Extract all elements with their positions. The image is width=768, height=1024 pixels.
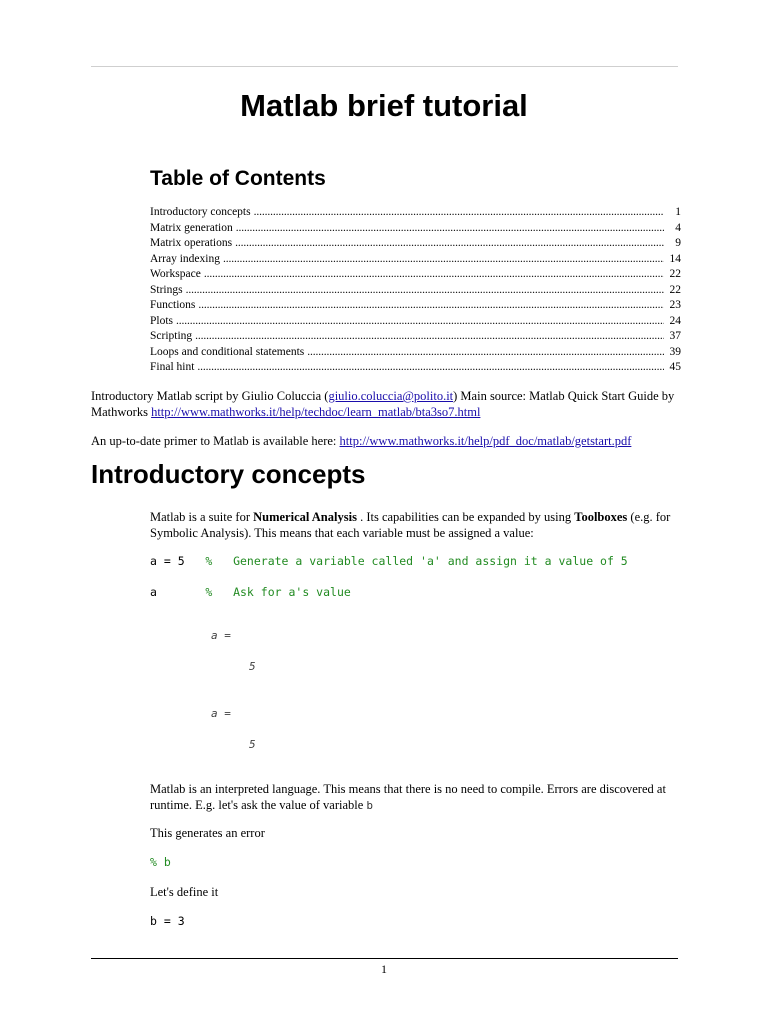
primer-paragraph [91,433,691,449]
toc-entry[interactable] [150,283,681,299]
source-url-link[interactable]: http://www.mathworks.it/help/techdoc/learn_matlab/bta3so7.html [151,405,481,419]
paragraph-text: . Its capabilities can be expanded by using [356,510,575,524]
intro-paragraph [91,388,691,420]
toc-entry[interactable] [150,205,681,221]
toc-heading: Table of Contents [150,167,326,190]
output-label: a = [211,629,231,642]
toc-entry-page: 22 [669,268,681,280]
toc-entry-page: 37 [669,330,681,342]
toc-entry[interactable] [150,252,681,268]
toc-entry-page: 9 [675,237,681,249]
page-number: 1 [381,962,387,976]
section-paragraph-2 [150,781,690,814]
output-label: a = [211,707,231,720]
toc-entry-page: 14 [669,252,681,265]
paragraph-text: Symbolic Analysis). This means that each variable must be assigned a value: [150,526,534,540]
toc-entry[interactable] [150,236,681,252]
toc-entry-label: Loops and conditional statements [150,345,305,358]
top-rule [91,66,678,67]
bold-term: Toolboxes [574,510,628,524]
toc-entry-label: Functions [150,299,196,311]
toc-leader-dots [223,252,664,268]
inline-code: b [366,799,374,812]
toc-entry-page: 1 [675,206,681,218]
code-text: a [150,585,206,599]
paragraph-text: runtime. E.g. let's ask the value of variable [150,798,367,812]
toc-leader-dots [197,360,664,376]
toc-entry[interactable] [150,298,681,314]
toc-leader-dots [198,298,664,314]
toc-entry-label: Array indexing [150,252,220,265]
toc-entry[interactable] [150,329,681,345]
toc-entry-label: Introductory concepts [150,206,251,218]
code-line-2 [150,585,351,599]
toc-leader-dots [186,283,664,299]
section-paragraph-1 [150,509,690,541]
toc-leader-dots [195,329,664,345]
section-paragraph-4: Let's define it [150,885,219,899]
output-value: 5 [249,738,256,751]
author-email-link[interactable]: giulio.coluccia@polito.it [328,389,454,403]
toc-entry[interactable] [150,221,681,237]
primer-text: An up-to-date primer to Matlab is available here: [91,434,340,448]
toc-leader-dots [254,205,664,221]
output-value: 5 [249,660,256,673]
toc-entry[interactable] [150,360,681,376]
toc-entry[interactable] [150,267,681,283]
toc-entry-page: 23 [669,299,681,311]
toc-leader-dots [235,236,664,252]
code-text: a = 5 [150,554,206,568]
toc-leader-dots [176,314,664,330]
code-line-4: b = 3 [150,914,185,928]
toc-leader-dots [204,267,664,283]
bold-term: Numerical Analysis [253,510,357,524]
toc-entry-page: 45 [669,361,681,373]
intro-text: ) Main source: Matlab Quick Start Guide by [453,389,675,403]
toc-entry-page: 24 [669,314,681,327]
document-title: Matlab brief tutorial [240,88,528,123]
code-line-3: % b [150,855,171,869]
toc-entry-label: Plots [150,314,174,327]
toc-entry-label: Scripting [150,330,193,342]
toc-leader-dots [236,221,664,237]
toc-entry-page: 39 [669,345,681,358]
toc-entry-page: 22 [669,283,681,296]
toc-entry-label: Matrix generation [150,221,233,234]
section-paragraph-3: This generates an error [150,826,265,840]
code-comment: % Generate a variable called 'a' and assign it a value of 5 [205,554,628,568]
toc-entry[interactable] [150,314,681,330]
intro-text: Mathworks [91,405,152,419]
toc-entry-page: 4 [675,221,681,234]
toc-entry-label: Workspace [150,268,201,280]
toc-entry-label: Matrix operations [150,237,233,249]
toc-entry-label: Final hint [150,361,195,373]
primer-url-link[interactable]: http://www.mathworks.it/help/pdf_doc/matlab/getstart.pdf [339,434,632,448]
footer-rule [91,958,678,959]
intro-text: Introductory Matlab script by Giulio Coluccia ( [91,389,329,403]
code-comment: % Ask for a's value [205,585,351,599]
section-heading: Introductory concepts [91,459,366,489]
toc-entry-label: Strings [150,283,183,296]
paragraph-text: Matlab is an interpreted language. This means that there is no need to compile. Errors are discovered at [150,782,666,796]
paragraph-text: Matlab is a suite for [150,510,254,524]
paragraph-text: (e.g. for [627,510,671,524]
toc-leader-dots [307,345,664,361]
table-of-contents [150,205,681,376]
code-line-1 [150,554,628,568]
toc-entry[interactable] [150,345,681,361]
